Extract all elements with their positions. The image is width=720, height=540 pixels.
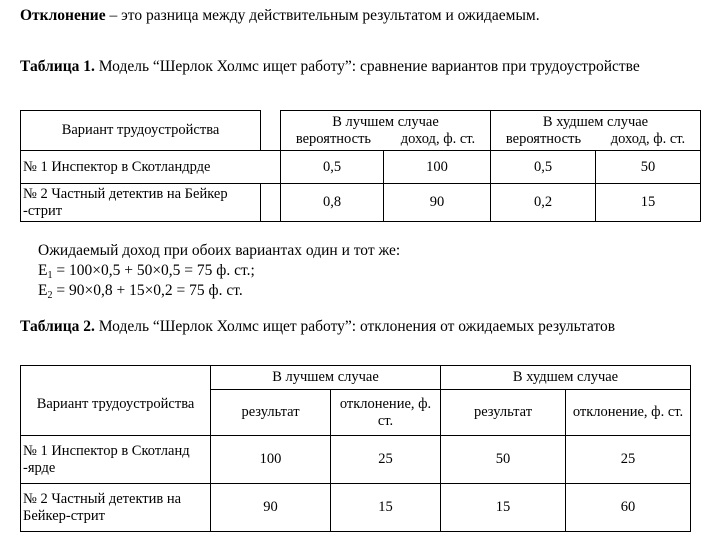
- table1-sub-income-worst: доход, ф. ст.: [610, 130, 686, 147]
- e2-letter: E: [38, 282, 48, 299]
- table1-header-variant: Вариант трудоустройства: [21, 111, 261, 151]
- table2-header-best: В лучшем случае: [211, 366, 441, 390]
- e1-formula: = 100×0,5 + 50×0,5 = 75 ф. ст.;: [52, 262, 255, 279]
- e2-formula: = 90×0,8 + 15×0,2 = 75 ф. ст.: [52, 282, 243, 299]
- table2-row2-best-dev: 15: [331, 484, 441, 532]
- table2-sub-dev-best: отклонение, ф. ст.: [331, 390, 441, 436]
- table1: [20, 110, 701, 222]
- table-row: [21, 151, 701, 184]
- table1-row1-worst-prob: 0,5: [491, 151, 596, 184]
- table2-row2-best-result: 90: [211, 484, 331, 532]
- table2-row1-worst-dev: 25: [566, 436, 691, 484]
- definition-text: – это разница между действительным результатом и ожидаемым.: [105, 7, 540, 24]
- table1-row2-worst-prob: 0,2: [491, 184, 596, 222]
- table2-row1-worst-result: 50: [441, 436, 566, 484]
- table1-row2-worst-income: 15: [596, 184, 701, 222]
- e1-sub: 1: [47, 270, 53, 281]
- table2-header-worst: В худшем случае: [441, 366, 691, 390]
- definition-term: Отклонение: [20, 7, 106, 24]
- table1-sub-prob-worst: вероятность: [505, 130, 582, 147]
- table-row: [21, 484, 691, 532]
- table2-row1-best-dev: 25: [331, 436, 441, 484]
- e1-letter: E: [38, 262, 48, 279]
- table1-row2-name: № 2 Частный детектив на Бейкер -стрит: [21, 184, 261, 222]
- table1-row1-name: № 1 Инспектор в Скотландрде: [21, 151, 281, 184]
- table2: [20, 365, 691, 532]
- table2-row2-worst-result: 15: [441, 484, 566, 532]
- table2-row1-name: № 1 Инспектор в Скотланд -ярде: [21, 436, 211, 484]
- table2-caption: [20, 317, 660, 337]
- table1-header-best: [281, 111, 491, 151]
- table2-row1-best-result: 100: [211, 436, 331, 484]
- table1-sub-prob-best: вероятность: [295, 130, 372, 147]
- table1-caption-label: Таблица 1.: [20, 58, 95, 75]
- table1-caption: [20, 57, 660, 77]
- table1-row2-spacer: [261, 184, 281, 222]
- table2-caption-label: Таблица 2.: [20, 318, 95, 335]
- table-row: [21, 436, 691, 484]
- table1-row2-best-prob: 0,8: [281, 184, 384, 222]
- expected-e1: [38, 261, 698, 281]
- definition-line: [20, 6, 710, 26]
- table1-row1-best-prob: 0,5: [281, 151, 384, 184]
- e2-sub: 2: [47, 290, 53, 301]
- table1-header-best-title: В лучшем случае: [332, 113, 439, 130]
- table1-spacer: [261, 111, 281, 151]
- table1-caption-text: Модель “Шерлок Холмс ищет работу”: сравнение вариантов при трудоустройстве: [94, 58, 640, 75]
- table2-row2-name: № 2 Частный детектив на Бейкер-стрит: [21, 484, 211, 532]
- table1-header-worst: [491, 111, 701, 151]
- table1-row1-best-income: 100: [384, 151, 491, 184]
- table2-caption-text: Модель “Шерлок Холмс ищет работу”: отклонения от ожидаемых результатов: [94, 318, 616, 335]
- table1-row1-worst-income: 50: [596, 151, 701, 184]
- table1-row2-best-income: 90: [384, 184, 491, 222]
- table2-sub-dev-worst: отклонение, ф. ст.: [566, 390, 691, 436]
- expected-line1: Ожидаемый доход при обоих вариантах один и тот же:: [38, 242, 401, 259]
- expected-block: [38, 241, 698, 301]
- table2-header-variant: Вариант трудоустройства: [21, 366, 211, 436]
- table1-sub-income-best: доход, ф. ст.: [400, 130, 476, 147]
- expected-e2: [38, 281, 698, 301]
- table1-header-worst-title: В худшем случае: [542, 113, 649, 130]
- table-row: [21, 184, 701, 222]
- table2-sub-result-best: результат: [211, 390, 331, 436]
- table2-sub-result-worst: результат: [441, 390, 566, 436]
- table2-row2-worst-dev: 60: [566, 484, 691, 532]
